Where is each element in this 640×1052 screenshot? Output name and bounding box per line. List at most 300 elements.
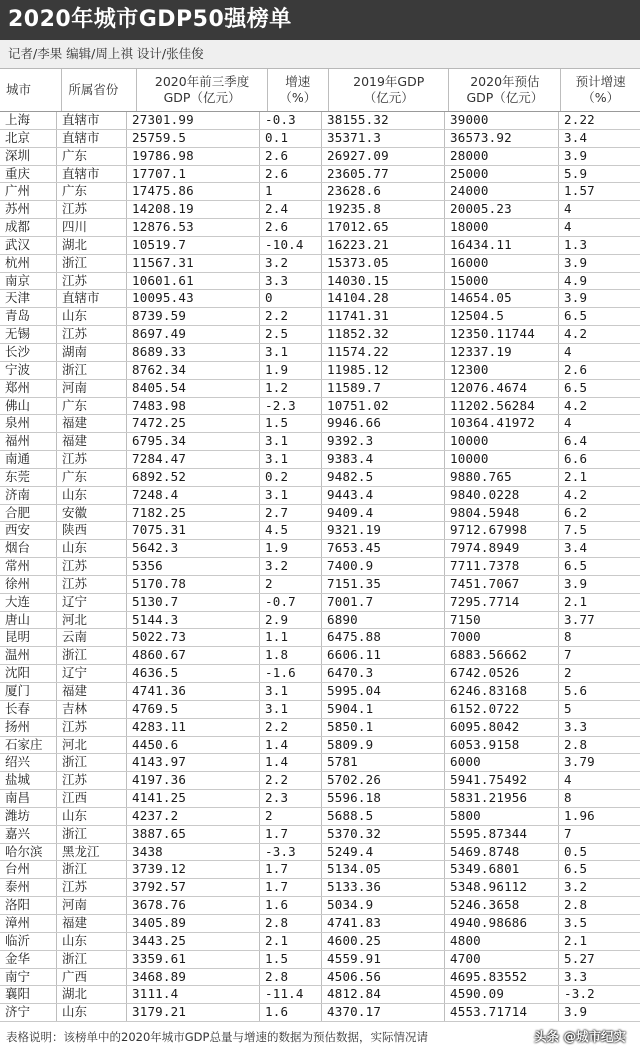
table-row — [0, 665, 640, 683]
table-row — [0, 576, 640, 594]
province-cell: 广东 — [57, 469, 127, 486]
city-cell: 昆明 — [0, 629, 57, 646]
growth-est-cell: 3.77 — [564, 611, 595, 627]
province-cell: 浙江 — [57, 362, 127, 379]
city-cell: 深圳 — [0, 148, 57, 165]
table-row — [0, 362, 640, 380]
gdp-2019-cell: 14030.15 — [322, 273, 445, 290]
growth-cell: 1.1 — [260, 629, 322, 646]
province-cell: 江苏 — [57, 451, 127, 468]
gdp-2019-cell: 5995.04 — [322, 683, 445, 700]
gdp-2019-cell: 11574.22 — [322, 344, 445, 361]
gdp-q3-2020-cell: 5356 — [127, 558, 260, 575]
city-cell: 泰州 — [0, 879, 57, 896]
province-cell: 广西 — [57, 969, 127, 986]
growth-est-cell: 2.1 — [564, 593, 588, 609]
table-row — [0, 915, 640, 933]
growth-est-cell: 2.1 — [564, 932, 588, 948]
gdp-q3-2020-cell: 6795.34 — [127, 433, 260, 450]
gdp-2020-est-cell: 24000 — [445, 183, 559, 200]
table-footnote — [0, 1022, 640, 1052]
city-cell: 杭州 — [0, 255, 57, 272]
gdp-q3-2020-cell: 27301.99 — [127, 112, 260, 129]
gdp-2020-est-cell: 4800 — [445, 933, 559, 950]
city-cell: 西安 — [0, 522, 57, 539]
gdp-2020-est-cell: 5469.8748 — [445, 844, 559, 861]
gdp-q3-2020-cell: 3468.89 — [127, 969, 260, 986]
city-cell: 郑州 — [0, 380, 57, 397]
city-cell: 长春 — [0, 701, 57, 718]
growth-cell: 3.1 — [260, 701, 322, 718]
growth-est-cell: 6.5 — [564, 379, 588, 395]
city-cell: 徐州 — [0, 576, 57, 593]
gdp-q3-2020-cell: 17707.1 — [127, 166, 260, 183]
city-cell: 南通 — [0, 451, 57, 468]
city-cell: 石家庄 — [0, 737, 57, 754]
city-cell: 南宁 — [0, 969, 57, 986]
growth-est-cell: 4 — [564, 772, 572, 788]
gdp-q3-2020-cell: 3111.4 — [127, 986, 260, 1003]
province-cell: 湖北 — [57, 237, 127, 254]
gdp-2019-cell: 4812.84 — [322, 986, 445, 1003]
gdp-q3-2020-cell: 5022.73 — [127, 629, 260, 646]
table-row — [0, 451, 640, 469]
gdp-q3-2020-cell: 4237.2 — [127, 808, 260, 825]
table-row — [0, 522, 640, 540]
province-cell: 广东 — [57, 398, 127, 415]
gdp-q3-2020-cell: 11567.31 — [127, 255, 260, 272]
city-cell: 天津 — [0, 290, 57, 307]
gdp-2020-est-cell: 6246.83168 — [445, 683, 559, 700]
table-row — [0, 326, 640, 344]
gdp-2019-cell: 9321.19 — [322, 522, 445, 539]
growth-cell: 3.3 — [260, 273, 322, 290]
gdp-q3-2020-cell: 3792.57 — [127, 879, 260, 896]
growth-cell: 2 — [260, 576, 322, 593]
growth-cell: 1.4 — [260, 737, 322, 754]
table-row — [0, 879, 640, 897]
city-cell: 泉州 — [0, 415, 57, 432]
province-cell: 江苏 — [57, 719, 127, 736]
growth-est-cell: 2 — [564, 665, 572, 681]
growth-est-cell: 1.96 — [564, 807, 595, 823]
gdp-2020-est-cell: 6883.56662 — [445, 647, 559, 664]
city-cell: 合肥 — [0, 505, 57, 522]
gdp-2019-cell: 6606.11 — [322, 647, 445, 664]
growth-est-cell: 1.3 — [564, 236, 588, 252]
gdp-2020-est-cell: 28000 — [445, 148, 559, 165]
gdp-q3-2020-cell: 4636.5 — [127, 665, 260, 682]
gdp-2019-cell: 5702.26 — [322, 772, 445, 789]
growth-cell: 2.2 — [260, 772, 322, 789]
growth-cell: 2.1 — [260, 933, 322, 950]
gdp-2019-cell: 4741.83 — [322, 915, 445, 932]
growth-cell: 2.2 — [260, 719, 322, 736]
table-row — [0, 505, 640, 523]
province-cell: 江苏 — [57, 201, 127, 218]
city-cell: 南昌 — [0, 790, 57, 807]
gdp-q3-2020-cell: 4143.97 — [127, 754, 260, 771]
gdp-q3-2020-cell: 25759.5 — [127, 130, 260, 147]
city-cell: 苏州 — [0, 201, 57, 218]
gdp-q3-2020-cell: 3405.89 — [127, 915, 260, 932]
growth-est-cell: 4.2 — [564, 326, 588, 342]
gdp-q3-2020-cell: 4769.5 — [127, 701, 260, 718]
table-row — [0, 558, 640, 576]
header-label-line: 2019年GDP — [353, 74, 425, 89]
growth-cell: -10.4 — [260, 237, 322, 254]
table-row — [0, 683, 640, 701]
province-cell: 陕西 — [57, 522, 127, 539]
city-cell: 洛阳 — [0, 897, 57, 914]
table-row — [0, 861, 640, 879]
province-cell: 江苏 — [57, 558, 127, 575]
province-cell: 江苏 — [57, 326, 127, 343]
gdp-q3-2020-cell: 8739.59 — [127, 308, 260, 325]
city-cell: 厦门 — [0, 683, 57, 700]
table-row — [0, 201, 640, 219]
province-cell: 河北 — [57, 737, 127, 754]
gdp-2020-est-cell: 5595.87344 — [445, 826, 559, 843]
gdp-2019-cell: 4506.56 — [322, 969, 445, 986]
gdp-2020-est-cell: 7974.8949 — [445, 540, 559, 557]
gdp-2019-cell: 5850.1 — [322, 719, 445, 736]
province-cell: 辽宁 — [57, 594, 127, 611]
growth-est-cell: 3.9 — [564, 147, 588, 163]
city-cell: 广州 — [0, 183, 57, 200]
table-row — [0, 772, 640, 790]
table-row — [0, 647, 640, 665]
gdp-2019-cell: 23628.6 — [322, 183, 445, 200]
header-label-line: 2020年前三季度 — [154, 74, 250, 89]
province-cell: 江苏 — [57, 772, 127, 789]
table-row — [0, 183, 640, 201]
growth-cell: 1.8 — [260, 647, 322, 664]
gdp-2020-est-cell: 9880.765 — [445, 469, 559, 486]
gdp-q3-2020-cell: 7483.98 — [127, 398, 260, 415]
growth-est-cell: 5.9 — [564, 165, 588, 181]
growth-est-cell: 4.2 — [564, 397, 588, 413]
growth-cell: 0.1 — [260, 130, 322, 147]
gdp-table-body — [0, 112, 640, 1022]
province-cell: 江苏 — [57, 576, 127, 593]
province-cell: 直辖市 — [57, 130, 127, 147]
table-row — [0, 344, 640, 362]
header-label-line: （亿元） — [363, 90, 414, 105]
header-growth-est — [561, 69, 640, 111]
gdp-2020-est-cell: 10000 — [445, 433, 559, 450]
gdp-2019-cell: 16223.21 — [322, 237, 445, 254]
city-cell: 青岛 — [0, 308, 57, 325]
growth-est-cell: 0.5 — [564, 843, 588, 859]
growth-cell: 3.2 — [260, 255, 322, 272]
growth-cell: 1.2 — [260, 380, 322, 397]
growth-est-cell: 6.6 — [564, 451, 588, 467]
province-cell: 河北 — [57, 612, 127, 629]
gdp-q3-2020-cell: 3739.12 — [127, 861, 260, 878]
gdp-q3-2020-cell: 8697.49 — [127, 326, 260, 343]
gdp-2019-cell: 9392.3 — [322, 433, 445, 450]
gdp-2020-est-cell: 36573.92 — [445, 130, 559, 147]
growth-est-cell: 3.5 — [564, 914, 588, 930]
table-row — [0, 790, 640, 808]
province-cell: 江苏 — [57, 879, 127, 896]
province-cell: 浙江 — [57, 647, 127, 664]
city-cell: 重庆 — [0, 166, 57, 183]
city-cell: 盐城 — [0, 772, 57, 789]
growth-est-cell: 8 — [564, 790, 572, 806]
gdp-2020-est-cell: 7150 — [445, 612, 559, 629]
table-row — [0, 986, 640, 1004]
city-cell: 武汉 — [0, 237, 57, 254]
province-cell: 浙江 — [57, 861, 127, 878]
header-label-line: 所属省份 — [68, 82, 119, 97]
gdp-2020-est-cell: 20005.23 — [445, 201, 559, 218]
table-row — [0, 826, 640, 844]
city-cell: 金华 — [0, 951, 57, 968]
gdp-2019-cell: 7001.7 — [322, 594, 445, 611]
city-cell: 漳州 — [0, 915, 57, 932]
gdp-2019-cell: 5133.36 — [322, 879, 445, 896]
city-cell: 佛山 — [0, 398, 57, 415]
city-cell: 常州 — [0, 558, 57, 575]
header-label-line: 城市 — [6, 82, 32, 97]
growth-cell: 2.6 — [260, 166, 322, 183]
gdp-2019-cell: 17012.65 — [322, 219, 445, 236]
gdp-2020-est-cell: 4940.98686 — [445, 915, 559, 932]
city-cell: 南京 — [0, 273, 57, 290]
gdp-q3-2020-cell: 3887.65 — [127, 826, 260, 843]
table-row — [0, 737, 640, 755]
growth-cell: -1.6 — [260, 665, 322, 682]
table-row — [0, 1004, 640, 1022]
growth-cell: 2.6 — [260, 148, 322, 165]
growth-est-cell: 2.6 — [564, 361, 588, 377]
gdp-2019-cell: 11985.12 — [322, 362, 445, 379]
gdp-2019-cell: 5134.05 — [322, 861, 445, 878]
growth-est-cell: 4.2 — [564, 486, 588, 502]
gdp-q3-2020-cell: 3179.21 — [127, 1004, 260, 1021]
province-cell: 江苏 — [57, 273, 127, 290]
gdp-q3-2020-cell: 4283.11 — [127, 719, 260, 736]
growth-est-cell: 4 — [564, 343, 572, 359]
gdp-q3-2020-cell: 7248.4 — [127, 487, 260, 504]
growth-cell: 0.2 — [260, 469, 322, 486]
gdp-2020-est-cell: 6095.8042 — [445, 719, 559, 736]
growth-est-cell: 2.8 — [564, 897, 588, 913]
growth-cell: 1.5 — [260, 415, 322, 432]
growth-cell: 1.4 — [260, 754, 322, 771]
city-cell: 无锡 — [0, 326, 57, 343]
gdp-q3-2020-cell: 10095.43 — [127, 290, 260, 307]
city-cell: 宁波 — [0, 362, 57, 379]
gdp-2020-est-cell: 6000 — [445, 754, 559, 771]
growth-est-cell: 8 — [564, 629, 572, 645]
gdp-2019-cell: 35371.3 — [322, 130, 445, 147]
province-cell: 山东 — [57, 540, 127, 557]
growth-cell: 3.1 — [260, 344, 322, 361]
table-row — [0, 255, 640, 273]
growth-cell: 3.1 — [260, 487, 322, 504]
city-cell: 绍兴 — [0, 754, 57, 771]
growth-est-cell: 3.79 — [564, 754, 595, 770]
growth-est-cell: 1.57 — [564, 183, 595, 199]
gdp-2020-est-cell: 5831.21956 — [445, 790, 559, 807]
growth-cell: 2.8 — [260, 969, 322, 986]
gdp-q3-2020-cell: 8689.33 — [127, 344, 260, 361]
gdp-2019-cell: 11741.31 — [322, 308, 445, 325]
growth-est-cell: 7 — [564, 825, 572, 841]
table-row — [0, 844, 640, 862]
growth-est-cell: 6.5 — [564, 308, 588, 324]
growth-cell: 2.5 — [260, 326, 322, 343]
growth-est-cell: 3.3 — [564, 718, 588, 734]
gdp-q3-2020-cell: 12876.53 — [127, 219, 260, 236]
table-row — [0, 415, 640, 433]
growth-cell: 2.8 — [260, 915, 322, 932]
table-row — [0, 933, 640, 951]
gdp-q3-2020-cell: 7075.31 — [127, 522, 260, 539]
growth-cell: -11.4 — [260, 986, 322, 1003]
gdp-q3-2020-cell: 7472.25 — [127, 415, 260, 432]
gdp-q3-2020-cell: 4197.36 — [127, 772, 260, 789]
growth-cell: 1.9 — [260, 540, 322, 557]
gdp-q3-2020-cell: 17475.86 — [127, 183, 260, 200]
gdp-2019-cell: 4600.25 — [322, 933, 445, 950]
watermark-text: 头条 @城市纪实 — [534, 1029, 626, 1045]
growth-cell: 2.4 — [260, 201, 322, 218]
table-row — [0, 398, 640, 416]
growth-cell: 3.1 — [260, 451, 322, 468]
gdp-2020-est-cell: 9804.5948 — [445, 505, 559, 522]
gdp-q3-2020-cell: 8762.34 — [127, 362, 260, 379]
gdp-2020-est-cell: 9840.0228 — [445, 487, 559, 504]
growth-est-cell: 3.3 — [564, 968, 588, 984]
gdp-2019-cell: 23605.77 — [322, 166, 445, 183]
growth-est-cell: 7 — [564, 647, 572, 663]
growth-est-cell: 2.8 — [564, 736, 588, 752]
gdp-2020-est-cell: 5246.3658 — [445, 897, 559, 914]
city-cell: 长沙 — [0, 344, 57, 361]
province-cell: 浙江 — [57, 826, 127, 843]
gdp-2020-est-cell: 12076.4674 — [445, 380, 559, 397]
table-row — [0, 594, 640, 612]
province-cell: 山东 — [57, 1004, 127, 1021]
gdp-2020-est-cell: 6152.0722 — [445, 701, 559, 718]
province-cell: 福建 — [57, 683, 127, 700]
header-label-line: 增速 — [285, 74, 311, 89]
gdp-2020-est-cell: 18000 — [445, 219, 559, 236]
gdp-q3-2020-cell: 4860.67 — [127, 647, 260, 664]
table-row — [0, 219, 640, 237]
gdp-2019-cell: 5688.5 — [322, 808, 445, 825]
growth-cell: -3.3 — [260, 844, 322, 861]
city-cell: 烟台 — [0, 540, 57, 557]
city-cell: 嘉兴 — [0, 826, 57, 843]
growth-est-cell: 3.4 — [564, 540, 588, 556]
gdp-2019-cell: 9946.66 — [322, 415, 445, 432]
province-cell: 黑龙江 — [57, 844, 127, 861]
gdp-2020-est-cell: 15000 — [445, 273, 559, 290]
header-label-line: （%） — [279, 90, 317, 105]
gdp-2020-est-cell: 4695.83552 — [445, 969, 559, 986]
gdp-q3-2020-cell: 3438 — [127, 844, 260, 861]
growth-cell: 2 — [260, 808, 322, 825]
gdp-2020-est-cell: 7711.7378 — [445, 558, 559, 575]
gdp-2019-cell: 5904.1 — [322, 701, 445, 718]
city-cell: 成都 — [0, 219, 57, 236]
growth-est-cell: 3.9 — [564, 290, 588, 306]
gdp-q3-2020-cell: 8405.54 — [127, 380, 260, 397]
table-row — [0, 380, 640, 398]
growth-cell: 0 — [260, 290, 322, 307]
table-row — [0, 433, 640, 451]
gdp-2020-est-cell: 16434.11 — [445, 237, 559, 254]
growth-cell: 3.1 — [260, 433, 322, 450]
page-title: 2020年城市GDP50强榜单 — [0, 0, 640, 40]
growth-cell: 1.6 — [260, 1004, 322, 1021]
gdp-2019-cell: 5249.4 — [322, 844, 445, 861]
gdp-q3-2020-cell: 5170.78 — [127, 576, 260, 593]
table-row — [0, 951, 640, 969]
table-header — [0, 69, 640, 112]
table-row — [0, 808, 640, 826]
growth-est-cell: 3.9 — [564, 575, 588, 591]
province-cell: 浙江 — [57, 951, 127, 968]
growth-est-cell: 4.9 — [564, 272, 588, 288]
header-growth — [268, 69, 329, 111]
city-cell: 温州 — [0, 647, 57, 664]
growth-cell: 2.6 — [260, 219, 322, 236]
gdp-q3-2020-cell: 19786.98 — [127, 148, 260, 165]
province-cell: 福建 — [57, 915, 127, 932]
table-row — [0, 237, 640, 255]
growth-est-cell: 5 — [564, 700, 572, 716]
footnote-text: 表格说明：该榜单中的2020年城市GDP总量与增速的数据为预估数据，实际情况请 — [6, 1030, 428, 1045]
province-cell: 河南 — [57, 897, 127, 914]
gdp-2019-cell: 5781 — [322, 754, 445, 771]
gdp-2020-est-cell: 12337.19 — [445, 344, 559, 361]
header-label-line: 2020年预估 — [470, 74, 540, 89]
gdp-q3-2020-cell: 5642.3 — [127, 540, 260, 557]
growth-cell: 1.7 — [260, 861, 322, 878]
gdp-q3-2020-cell: 4450.6 — [127, 737, 260, 754]
growth-cell: 2.2 — [260, 308, 322, 325]
gdp-2019-cell: 6470.3 — [322, 665, 445, 682]
gdp-2019-cell: 7400.9 — [322, 558, 445, 575]
growth-cell: 1 — [260, 183, 322, 200]
header-city — [0, 69, 62, 111]
province-cell: 广东 — [57, 148, 127, 165]
table-row — [0, 629, 640, 647]
gdp-2019-cell: 9443.4 — [322, 487, 445, 504]
gdp-2019-cell: 4370.17 — [322, 1004, 445, 1021]
gdp-q3-2020-cell: 14208.19 — [127, 201, 260, 218]
gdp-2020-est-cell: 6053.9158 — [445, 737, 559, 754]
province-cell: 山东 — [57, 808, 127, 825]
gdp-2020-est-cell: 7451.7067 — [445, 576, 559, 593]
growth-cell: -2.3 — [260, 398, 322, 415]
city-cell: 济南 — [0, 487, 57, 504]
province-cell: 直辖市 — [57, 290, 127, 307]
growth-est-cell: -3.2 — [564, 986, 595, 1002]
header-province — [62, 69, 137, 111]
gdp-2019-cell: 19235.8 — [322, 201, 445, 218]
province-cell: 江西 — [57, 790, 127, 807]
gdp-q3-2020-cell: 10601.61 — [127, 273, 260, 290]
province-cell: 辽宁 — [57, 665, 127, 682]
gdp-2019-cell: 38155.32 — [322, 112, 445, 129]
